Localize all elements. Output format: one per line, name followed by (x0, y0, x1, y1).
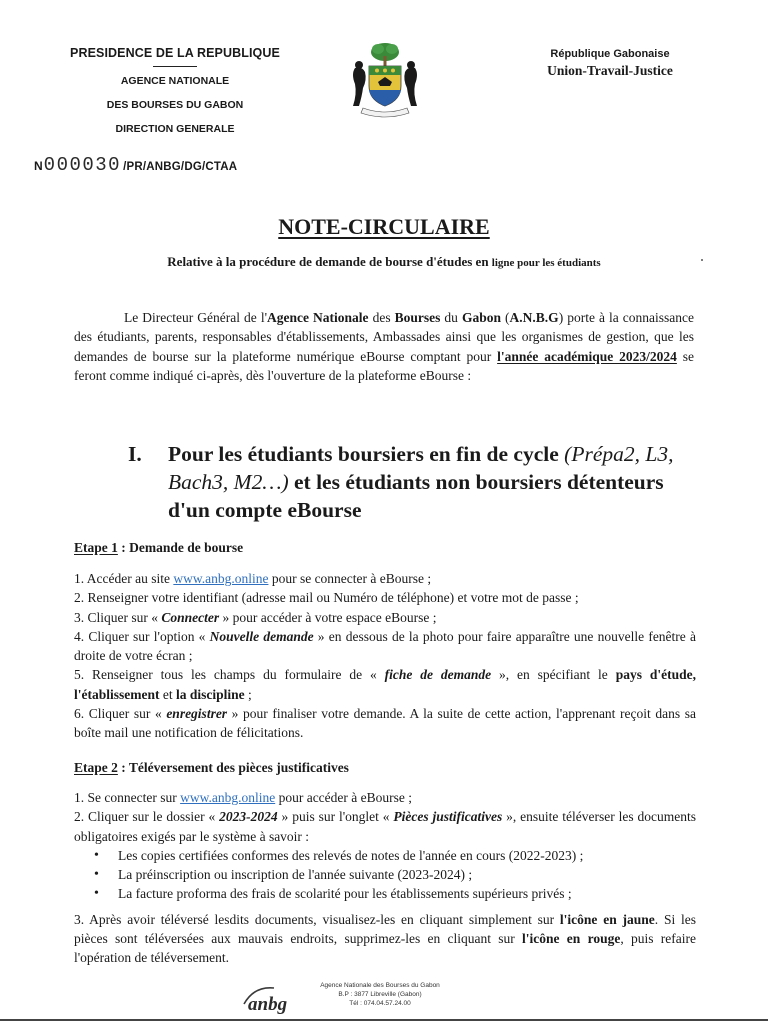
intro-text: des (368, 310, 395, 325)
item-emphasis: fiche de demande (384, 667, 492, 683)
subtitle-main: Relative à la procédure de demande de bourse d'études en (167, 254, 489, 269)
item-emphasis: enregistrer (166, 706, 228, 722)
section-text: et les étudiants non boursiers détenteurs d'un compte eBourse (168, 470, 664, 522)
list-item (74, 910, 696, 968)
section-heading (128, 440, 708, 524)
intro-paragraph (74, 308, 694, 385)
footer-address: B.P : 3877 Libreville (Gabon) (338, 991, 422, 998)
agency-label-2: DES BOURSES DU GABON (106, 99, 244, 111)
intro-text: ( (501, 310, 510, 325)
item-text: », ensuite téléverser les documents obligatoires exigés par le système à savoir : (74, 809, 696, 844)
item-emphasis: 2023-2024 (219, 809, 278, 825)
item-text: » puis sur l'onglet « (277, 809, 394, 825)
section-levels: (Prépa2, L3, Bach3, M2…) (168, 442, 674, 494)
intro-gabon: Gabon (461, 310, 501, 325)
document-item: • Les copies certifiées conformes des relevés de notes de l'année en cours (2022-2023) ; (118, 846, 696, 865)
item-text: 1. Accéder au site (74, 571, 174, 586)
document-item: • La facture proforma des frais de scolarité pour les établissements supérieurs privés ; (118, 884, 696, 903)
list-item (74, 807, 696, 846)
list-item (74, 569, 696, 588)
section-number: I. (128, 442, 142, 466)
document-subtitle (0, 254, 768, 270)
item-text: 5. Renseigner tous les champs du formulaire de « (74, 667, 385, 683)
republic-label: République Gabonaise (550, 48, 670, 60)
intro-text: du (440, 310, 462, 325)
item-text: . Si les pièces sont téléversées aux mauvais endroits, supprimez-les en cliquant sur (74, 911, 696, 947)
intro-text: ) porte à la connaissance des étudiants, parents, responsables d'établissements, Ambassades ainsi que les organismes de gestion, que les demandes de bourse sur la plateforme numérique eBourse comptant pour (74, 310, 695, 364)
anbg-logo-icon (240, 980, 320, 1016)
footer-contact (320, 981, 440, 1008)
bottom-rule (0, 1019, 768, 1021)
document-item: • La préinscription ou inscription de l'année suivante (2023-2024) ; (118, 865, 696, 884)
item-emphasis: Nouvelle demande (209, 628, 314, 644)
item-text: » en dessous de la photo pour faire apparaître une nouvelle fenêtre à droite de votre écran ; (74, 628, 696, 664)
anbg-link[interactable]: www.anbg.online (180, 790, 276, 805)
list-item (74, 665, 696, 704)
intro-bourses: Bourses (394, 310, 441, 325)
document-title: NOTE-CIRCULAIRE (278, 214, 490, 239)
list-item (74, 627, 696, 666)
item-text: et (159, 686, 176, 702)
republic-block (520, 48, 700, 79)
step1-list (74, 569, 696, 743)
section-text: Pour les étudiants boursiers en fin de cycle (168, 442, 565, 466)
item-text: 1. Se connecter sur (74, 790, 181, 805)
reference-suffix: /PR/ANBG/DG/CTAA (123, 161, 238, 173)
item-emphasis: Connecter (161, 609, 220, 625)
footer-agency: Agence Nationale des Bourses du Gabon (320, 982, 440, 989)
logo-text: anbg (248, 994, 288, 1015)
item-bold: la discipline (176, 686, 245, 702)
step2-label: Etape 2 (74, 760, 118, 775)
intro-anbg: A.N.B.G (509, 310, 559, 325)
step1-label: Etape 1 (74, 540, 118, 555)
item-text: » pour accéder à votre espace eBourse ; (219, 609, 437, 625)
item-text: 6. Cliquer sur « (74, 706, 167, 722)
step2-list (74, 788, 696, 968)
item-text: 3. Cliquer sur « (74, 609, 162, 625)
list-item (74, 608, 696, 627)
coat-of-arms-icon (345, 38, 425, 118)
item-text: pour se connecter à eBourse ; (268, 571, 432, 586)
subtitle-small: ligne pour les étudiants (491, 257, 601, 269)
item-text: » pour finaliser votre demande. A la suite de cette action, l'apprenant reçoit dans sa boîte mail une notification de félicitations. (74, 706, 696, 741)
intro-agency: Agence Nationale (267, 310, 369, 325)
footer-phone: Tél : 074.04.57.24.00 (349, 1000, 411, 1007)
intro-text: Le Directeur Général de l' (124, 310, 268, 325)
documents-list (74, 846, 696, 904)
item-bold: pays d'étude, l'établissement (74, 667, 696, 702)
reference-prefix: N (34, 159, 43, 173)
item-text: 4. Cliquer sur l'option « (74, 628, 210, 644)
list-item (74, 704, 696, 743)
intro-academic-year: l'année académique 2023/2024 (497, 348, 677, 364)
item-text: 2. Cliquer sur le dossier « (74, 809, 220, 825)
step2-title: : Téléversement des pièces justificatives (117, 760, 349, 775)
issuer-block (40, 46, 310, 135)
step2-heading (74, 760, 349, 776)
intro-text: se feront comme indiqué ci-après, dès l'ouverture de la plateforme eBourse : (74, 348, 694, 383)
list-item (74, 788, 696, 807)
direction-label: DIRECTION GENERALE (115, 123, 235, 135)
anbg-link[interactable]: www.anbg.online (173, 571, 269, 586)
item-text: 3. Après avoir téléversé lesdits documents, visualisez-les en cliquant simplement sur (74, 911, 560, 927)
motto-label: Union-Travail-Justice (547, 63, 673, 78)
item-bold: l'icône en rouge (522, 931, 621, 947)
agency-label-1: AGENCE NATIONALE (120, 75, 230, 87)
item-text: pour accéder à eBourse ; (275, 790, 413, 805)
list-item: 2. Renseigner votre identifiant (adresse mail ou Numéro de téléphone) et votre mot de passe ; (74, 590, 579, 606)
item-bold: l'icône en jaune (559, 911, 655, 927)
step1-heading (74, 540, 243, 556)
reference-digits: 000030 (43, 154, 122, 176)
scan-speck (701, 259, 703, 261)
section-title (168, 440, 708, 524)
item-text: , puis refaire l'opération de téléversement. (74, 931, 696, 966)
presidence-label: PRESIDENCE DE LA REPUBLIQUE (70, 46, 280, 60)
step1-title: : Demande de bourse (117, 540, 244, 555)
item-text: ; (244, 686, 252, 702)
reference-number (34, 154, 237, 176)
item-text: », en spécifiant le (491, 667, 616, 683)
item-emphasis: Pièces justificatives (393, 809, 503, 825)
header-divider (153, 66, 197, 67)
